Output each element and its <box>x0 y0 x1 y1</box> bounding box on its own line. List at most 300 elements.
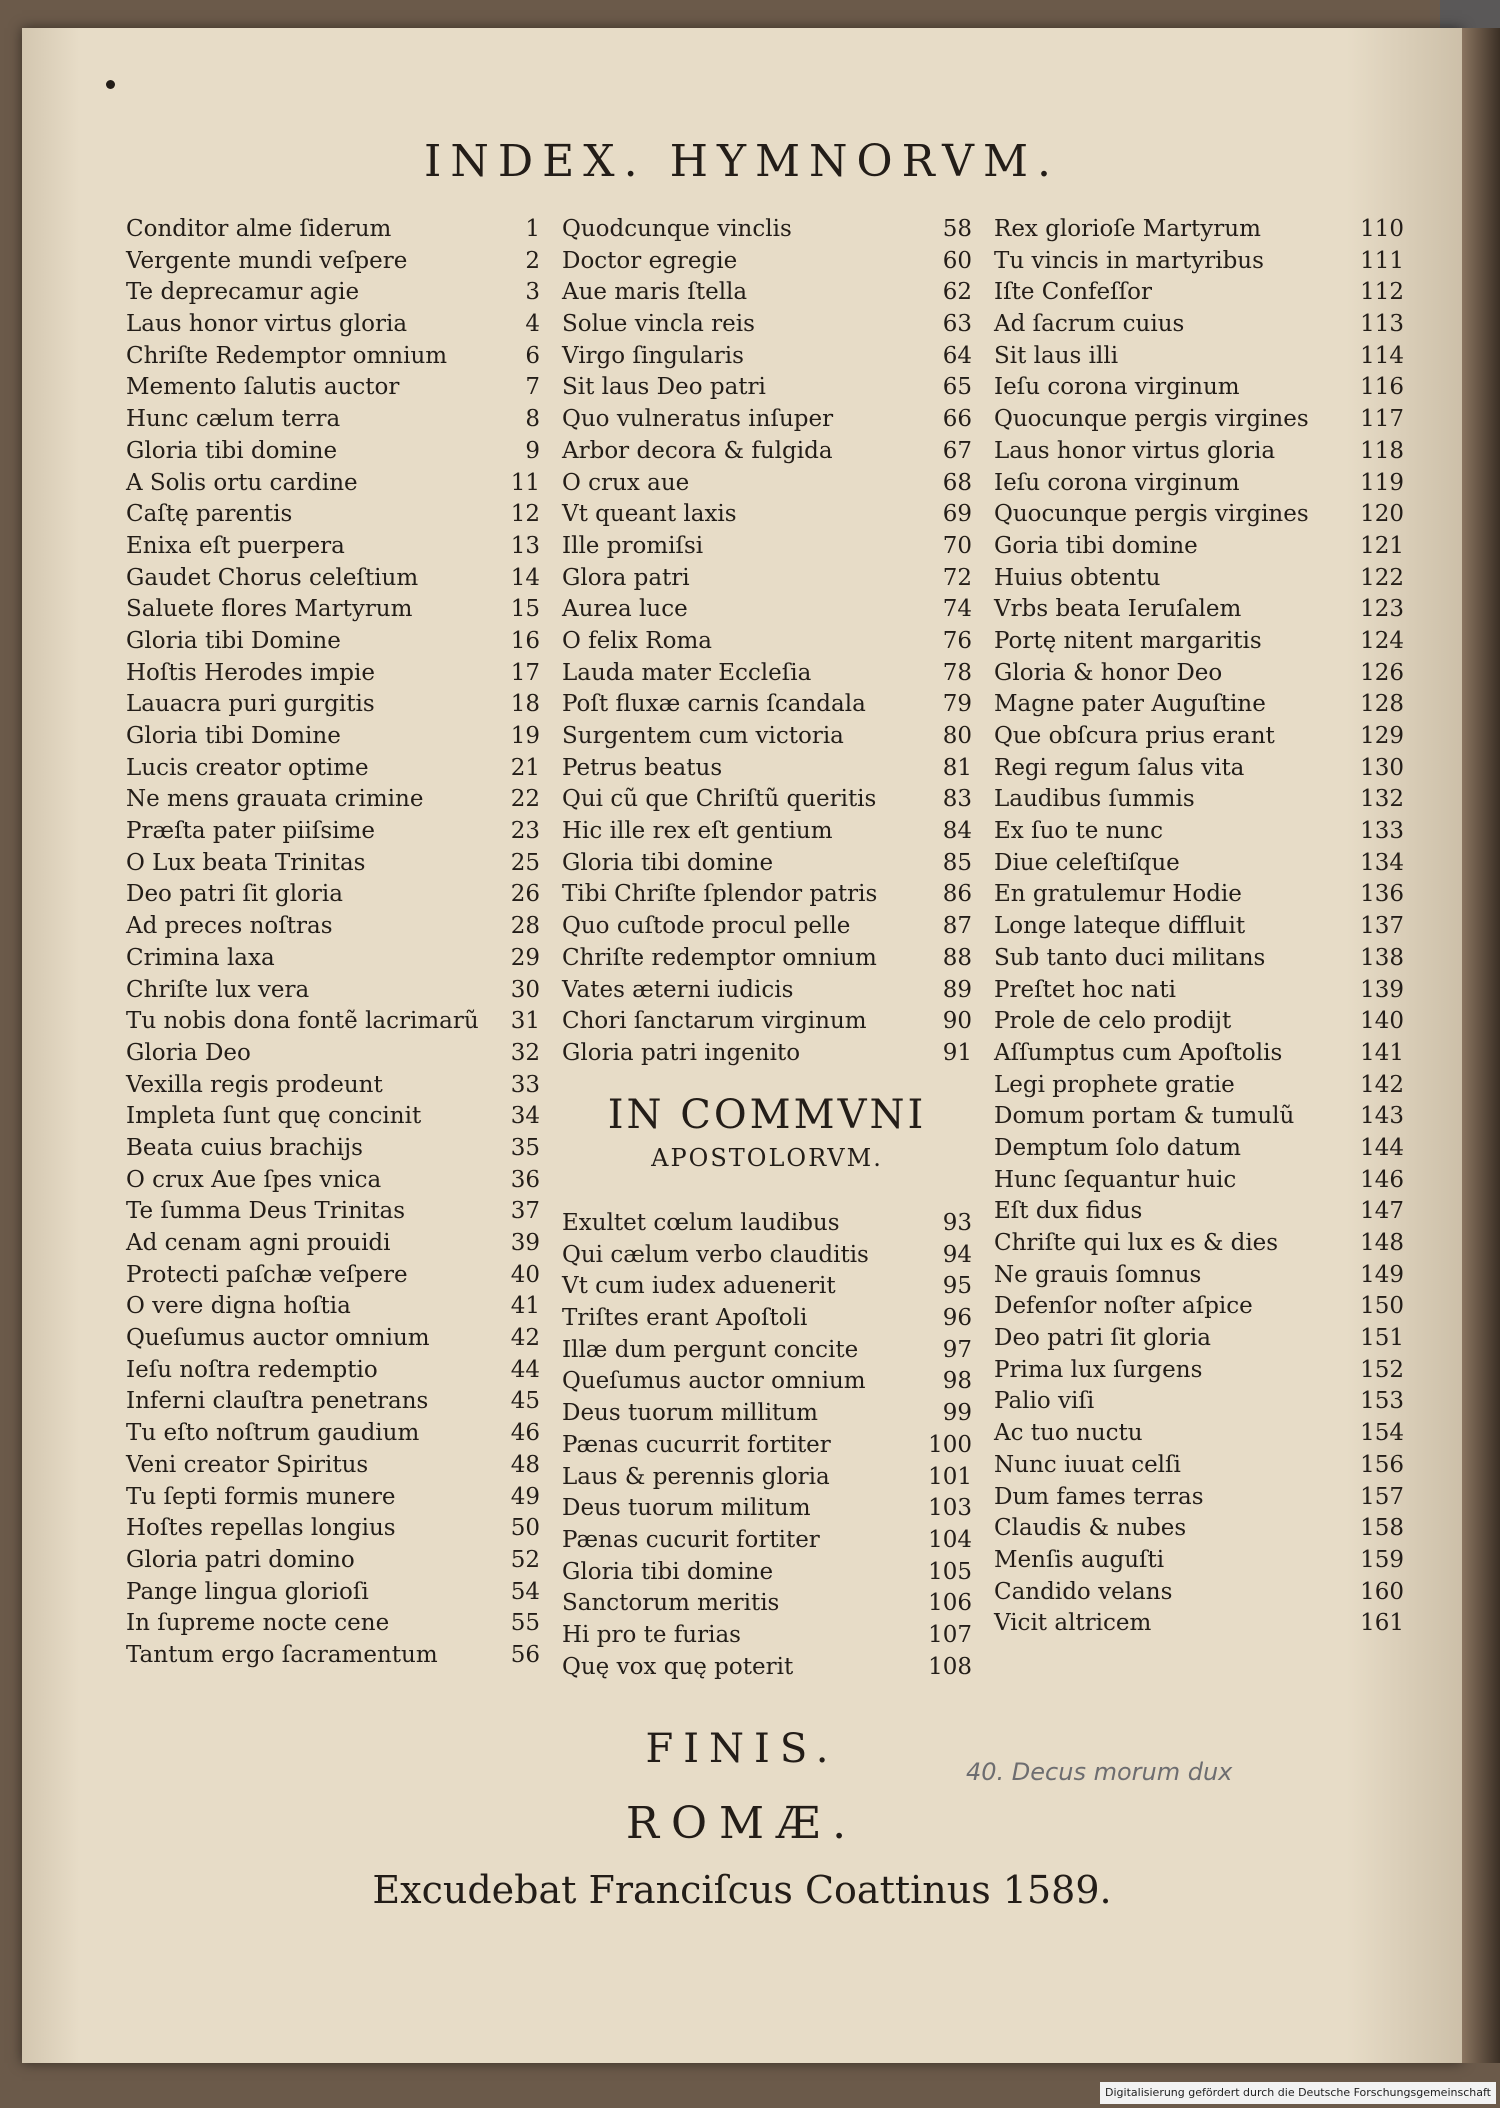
index-entry <box>562 1588 972 1620</box>
index-entry <box>126 1482 540 1514</box>
hymn-title: Domum portam & tumulũ <box>994 1103 1295 1130</box>
hymn-title: Chriſte redemptor omnium <box>562 944 877 971</box>
hymn-title: Regi regum ſalus vita <box>994 754 1245 781</box>
hymn-title: Beata cuius brachijs <box>126 1134 363 1161</box>
index-entry <box>562 468 972 500</box>
index-entry <box>126 1577 540 1609</box>
hymn-title: Longe lateque diffluit <box>994 913 1246 940</box>
hymn-title: Hunc ſequantur huic <box>994 1166 1237 1193</box>
hymn-title: Deus tuorum millitum <box>562 1400 818 1427</box>
page-number: 96 <box>942 1305 972 1332</box>
index-entry <box>994 658 1404 690</box>
index-entry <box>994 1101 1404 1133</box>
hymn-title: Virgo ſingularis <box>562 342 744 369</box>
hymn-title: Queſumus auctor omnium <box>126 1325 430 1352</box>
index-entry <box>126 436 540 468</box>
page-number: 55 <box>510 1610 540 1637</box>
index-entry <box>126 879 540 911</box>
page-number: 22 <box>510 786 540 813</box>
hymn-title: Quocunque pergis virgines <box>994 406 1309 433</box>
index-entry <box>994 1386 1404 1418</box>
page-number: 104 <box>928 1526 972 1553</box>
index-entry <box>562 911 972 943</box>
index-entry <box>994 468 1404 500</box>
index-entry <box>994 1228 1404 1260</box>
page-number: 13 <box>510 532 540 559</box>
hymn-title: Vicit altricem <box>994 1610 1152 1637</box>
hymn-title: Hi pro te furias <box>562 1621 741 1648</box>
page-number: 152 <box>1360 1356 1404 1383</box>
hymn-title: Magne pater Auguſtine <box>994 691 1266 718</box>
index-entry <box>126 499 540 531</box>
hymn-title: Chriſte lux vera <box>126 976 310 1003</box>
hymn-title: Pænas cucurrit fortiter <box>562 1431 831 1458</box>
page-number: 160 <box>1360 1578 1404 1605</box>
book-gutter <box>1462 28 1500 2063</box>
hymn-title: Laus & perennis gloria <box>562 1463 830 1490</box>
hymn-title: Exultet cœlum laudibus <box>562 1210 840 1236</box>
index-entry <box>126 1038 540 1070</box>
page-number: 36 <box>510 1166 540 1193</box>
page-number: 69 <box>942 501 972 528</box>
index-entry <box>994 1006 1404 1038</box>
index-entry <box>994 816 1404 848</box>
page-number: 159 <box>1360 1546 1404 1573</box>
hymn-title: Vrbs beata Ieruſalem <box>994 596 1242 623</box>
page-number: 111 <box>1360 247 1404 274</box>
hymn-title: Impleta ſunt quę concinit <box>126 1103 422 1130</box>
index-entry <box>126 975 540 1007</box>
page-number: 28 <box>510 913 540 940</box>
hymn-title: Triſtes erant Apoſtoli <box>562 1305 808 1332</box>
hymn-title: Caſtę parentis <box>126 501 293 528</box>
index-entry <box>562 1462 972 1494</box>
page-number: 32 <box>510 1039 540 1066</box>
page-number: 98 <box>942 1368 972 1395</box>
page-number: 133 <box>1360 818 1404 845</box>
hymn-title: Gloria tibi Domine <box>126 723 341 749</box>
page-number: 108 <box>928 1653 972 1680</box>
hymn-title: Gaudet Chorus celeſtium <box>126 564 419 591</box>
index-entry <box>994 1260 1404 1292</box>
index-entry <box>994 848 1404 880</box>
index-entry <box>126 1006 540 1038</box>
hymn-title: Laus honor virtus gloria <box>994 437 1276 464</box>
index-entry <box>994 563 1404 595</box>
index-entry <box>562 499 972 531</box>
page-number: 142 <box>1360 1071 1404 1098</box>
index-entry <box>562 1208 972 1240</box>
page-number: 153 <box>1360 1388 1404 1415</box>
page-number: 72 <box>942 564 972 591</box>
index-entry <box>126 816 540 848</box>
page-number: 23 <box>510 818 540 845</box>
page-number: 113 <box>1360 311 1404 338</box>
hymn-title: Petrus beatus <box>562 754 723 781</box>
page-number: 66 <box>942 406 972 433</box>
page-number: 30 <box>510 976 540 1003</box>
page-number: 1 <box>525 216 540 242</box>
ink-dot <box>106 80 115 89</box>
page-number: 85 <box>942 849 972 876</box>
page-number: 137 <box>1360 913 1404 940</box>
hymn-title: A Solis ortu cardine <box>126 469 358 496</box>
hymn-title: Te deprecamur agie <box>126 279 360 306</box>
page-number: 138 <box>1360 944 1404 971</box>
page-number: 8 <box>525 406 540 433</box>
hymn-title: Gloria tibi domine <box>126 437 338 464</box>
handwritten-note: 40. Decus morum dux <box>966 1758 1233 1786</box>
hymn-title: Preſtet hoc nati <box>994 976 1176 1003</box>
hymn-title: Ad cenam agni prouidi <box>126 1230 391 1256</box>
page-number: 116 <box>1360 374 1404 401</box>
index-entry <box>562 277 972 309</box>
page-number: 58 <box>942 216 972 242</box>
index-entry <box>562 436 972 468</box>
index-entry <box>562 531 972 563</box>
hymn-title: Ieſu noſtra redemptio <box>126 1356 378 1383</box>
page-number: 144 <box>1360 1134 1404 1161</box>
index-entry <box>562 1430 972 1462</box>
page-number: 161 <box>1360 1610 1404 1637</box>
index-entry <box>126 594 540 626</box>
hymn-title: Hic ille rex eſt gentium <box>562 818 833 845</box>
index-entry <box>126 1450 540 1482</box>
page-number: 148 <box>1360 1230 1404 1256</box>
index-entry <box>126 1355 540 1387</box>
hymn-title: Sit laus Deo patri <box>562 374 766 401</box>
index-entry <box>126 246 540 278</box>
page-number: 64 <box>942 342 972 369</box>
index-entry <box>126 1418 540 1450</box>
hymn-title: Ille promiſsi <box>562 532 704 559</box>
index-entry <box>994 341 1404 373</box>
index-entry <box>994 1323 1404 1355</box>
index-entry <box>562 689 972 721</box>
hymn-title: Demptum ſolo datum <box>994 1134 1241 1161</box>
index-entry <box>994 1070 1404 1102</box>
page-number: 74 <box>942 596 972 623</box>
hymn-title: Inferni clauſtra penetrans <box>126 1388 429 1415</box>
page-number: 91 <box>942 1039 972 1066</box>
hymn-title: Memento ſalutis auctor <box>126 374 400 401</box>
page-number: 40 <box>510 1261 540 1288</box>
hymn-title: Sub tanto duci militans <box>994 944 1266 971</box>
page-number: 37 <box>510 1198 540 1225</box>
hymn-title: Ad ſacrum cuius <box>994 311 1185 338</box>
page-number: 49 <box>510 1483 540 1510</box>
hymn-title: Ad preces noſtras <box>126 913 333 940</box>
page-number: 126 <box>1360 659 1404 686</box>
page-number: 15 <box>510 596 540 623</box>
hymn-title: Diue celeſtiſque <box>994 849 1180 876</box>
page-number: 29 <box>510 944 540 971</box>
index-entry <box>994 214 1404 246</box>
page-number: 17 <box>510 659 540 686</box>
index-entry <box>562 943 972 975</box>
page-number: 141 <box>1360 1039 1404 1066</box>
hymn-title: Vergente mundi veſpere <box>126 247 408 274</box>
index-entry <box>562 309 972 341</box>
page-number: 6 <box>525 342 540 369</box>
index-entry <box>994 1482 1404 1514</box>
page-title: INDEX. HYMNORVM. <box>424 136 1060 187</box>
imprint-line: Excudebat Franciſcus Coattinus 1589. <box>372 1868 1112 1912</box>
index-entry <box>126 1608 540 1640</box>
hymn-title: Defenſor noſter aſpice <box>994 1293 1253 1320</box>
hymn-title: Chori ſanctarum virginum <box>562 1008 867 1035</box>
page-number: 117 <box>1360 406 1404 433</box>
hymn-title: Illæ dum pergunt concite <box>562 1336 859 1363</box>
page-number: 19 <box>510 723 540 749</box>
index-entry <box>562 246 972 278</box>
section-subtitle: APOSTOLORVM. <box>651 1144 883 1172</box>
hymn-title: Arbor decora & fulgida <box>562 437 833 464</box>
hymn-title: Palio viſi <box>994 1388 1095 1415</box>
index-entry <box>562 658 972 690</box>
hymn-title: Candido velans <box>994 1578 1173 1605</box>
page-number: 80 <box>942 723 972 749</box>
page-number: 4 <box>525 311 540 338</box>
index-entry <box>562 563 972 595</box>
page-number: 156 <box>1360 1451 1404 1478</box>
page-number: 90 <box>942 1008 972 1035</box>
index-column-2 <box>562 214 972 1070</box>
page-number: 114 <box>1360 342 1404 369</box>
index-entry <box>994 1196 1404 1228</box>
index-entry <box>126 943 540 975</box>
page-number: 16 <box>510 627 540 654</box>
index-entry <box>994 436 1404 468</box>
hymn-title: Goria tibi domine <box>994 532 1198 559</box>
index-entry <box>126 1260 540 1292</box>
index-entry <box>994 594 1404 626</box>
hymn-title: Chriſte Redemptor omnium <box>126 342 448 369</box>
page-number: 65 <box>942 374 972 401</box>
hymn-title: Veni creator Spiritus <box>126 1451 369 1478</box>
index-entry <box>562 1398 972 1430</box>
hymn-title: Glora patri <box>562 564 690 591</box>
hymn-title: Ex ſuo te nunc <box>994 818 1164 845</box>
hymn-title: Legi prophete gratie <box>994 1071 1235 1098</box>
hymn-title: Chriſte qui lux es & dies <box>994 1230 1279 1256</box>
index-entry <box>562 404 972 436</box>
hymn-title: Poſt fluxæ carnis ſcandala <box>562 691 866 718</box>
index-entry <box>126 1101 540 1133</box>
index-entry <box>994 626 1404 658</box>
section-title: IN COMMVNI <box>607 1092 927 1138</box>
index-entry <box>994 1133 1404 1165</box>
hymn-title: Pange lingua glorioſi <box>126 1578 369 1605</box>
index-entry <box>994 1608 1404 1640</box>
page-number: 39 <box>510 1230 540 1256</box>
index-entry <box>126 341 540 373</box>
hymn-title: Crimina laxa <box>126 944 275 971</box>
hymn-title: Tu vincis in martyribus <box>994 247 1264 274</box>
index-entry <box>126 1228 540 1260</box>
hymn-title: Gloria tibi domine <box>562 1558 774 1585</box>
hymn-title: Vt queant laxis <box>562 501 737 528</box>
hymn-title: Tu nobis dona fontẽ lacrimarũ <box>126 1008 479 1035</box>
index-entry <box>562 594 972 626</box>
hymn-title: O vere digna hoſtia <box>126 1293 351 1320</box>
page-number: 67 <box>942 437 972 464</box>
page-number: 150 <box>1360 1293 1404 1320</box>
index-entry <box>562 879 972 911</box>
page-number: 31 <box>510 1008 540 1035</box>
hymn-title: En gratulemur Hodie <box>994 881 1242 908</box>
index-entry <box>994 1545 1404 1577</box>
hymn-title: Que obſcura prius erant <box>994 723 1275 749</box>
index-entry <box>562 1006 972 1038</box>
hymn-title: Lauacra puri gurgitis <box>126 691 375 718</box>
city-line: ROMÆ. <box>625 1798 859 1849</box>
hymn-title: Aurea luce <box>562 596 688 623</box>
page-number: 84 <box>942 818 972 845</box>
page-number: 146 <box>1360 1166 1404 1193</box>
index-entry <box>994 499 1404 531</box>
page-number: 52 <box>510 1546 540 1573</box>
hymn-title: Ieſu corona virginum <box>994 469 1240 496</box>
index-entry <box>126 531 540 563</box>
page-number: 86 <box>942 881 972 908</box>
page-number: 62 <box>942 279 972 306</box>
index-entry <box>562 341 972 373</box>
hymn-title: Ne grauis ſomnus <box>994 1261 1202 1288</box>
page-number: 139 <box>1360 976 1404 1003</box>
index-entry <box>126 721 540 753</box>
hymn-title: Menſis auguſti <box>994 1546 1165 1573</box>
page-number: 54 <box>510 1578 540 1605</box>
page-number: 112 <box>1360 279 1404 306</box>
page-number: 140 <box>1360 1008 1404 1035</box>
hymn-title: Quę vox quę poterit <box>562 1653 794 1680</box>
page-number: 101 <box>928 1463 972 1490</box>
index-entry <box>994 1165 1404 1197</box>
index-entry <box>126 1196 540 1228</box>
index-entry <box>994 1038 1404 1070</box>
hymn-title: Deo patri ſit gloria <box>994 1325 1211 1352</box>
page-number: 3 <box>525 279 540 306</box>
index-entry <box>126 309 540 341</box>
index-entry <box>562 1493 972 1525</box>
page-number: 100 <box>928 1431 972 1458</box>
page-number: 151 <box>1360 1325 1404 1352</box>
index-entry <box>562 848 972 880</box>
index-entry <box>126 848 540 880</box>
index-entry <box>994 246 1404 278</box>
page-number: 119 <box>1360 469 1404 496</box>
page-number: 63 <box>942 311 972 338</box>
index-entry <box>994 1450 1404 1482</box>
page-number: 123 <box>1360 596 1404 623</box>
page-number: 97 <box>942 1336 972 1363</box>
hymn-title: Deus tuorum militum <box>562 1495 811 1522</box>
hymn-title: Tantum ergo ſacramentum <box>126 1641 438 1668</box>
hymn-title: Huius obtentu <box>994 564 1161 591</box>
index-entry <box>994 911 1404 943</box>
hymn-title: Solue vincla reis <box>562 311 755 338</box>
hymn-title: Vt cum iudex aduenerit <box>562 1273 836 1300</box>
hymn-title: Quocunque pergis virgines <box>994 501 1309 528</box>
page-number: 79 <box>942 691 972 718</box>
page-number: 157 <box>1360 1483 1404 1510</box>
hymn-title: Quo vulneratus inſuper <box>562 406 834 433</box>
hymn-title: Nunc iuuat celſi <box>994 1451 1181 1478</box>
index-entry <box>126 1070 540 1102</box>
page-number: 18 <box>510 691 540 718</box>
page-number: 33 <box>510 1071 540 1098</box>
hymn-title: Pænas cucurit fortiter <box>562 1526 820 1553</box>
page-number: 88 <box>942 944 972 971</box>
page-number: 87 <box>942 913 972 940</box>
hymn-title: Gloria patri ingenito <box>562 1039 801 1066</box>
hymn-title: Dum fames terras <box>994 1483 1204 1510</box>
hymn-title: Conditor alme ſiderum <box>126 216 392 242</box>
page-number: 143 <box>1360 1103 1404 1130</box>
page-number: 2 <box>525 247 540 274</box>
hymn-title: Ieſu corona virginum <box>994 374 1240 401</box>
hymn-title: Laus honor virtus gloria <box>126 311 408 338</box>
page-number: 118 <box>1360 437 1404 464</box>
index-entry <box>126 404 540 436</box>
hymn-title: O felix Roma <box>562 627 712 654</box>
index-entry <box>994 531 1404 563</box>
index-entry <box>994 372 1404 404</box>
page-number: 12 <box>510 501 540 528</box>
page-number: 68 <box>942 469 972 496</box>
index-entry <box>994 404 1404 436</box>
index-entry <box>126 911 540 943</box>
page-number: 46 <box>510 1420 540 1447</box>
hymn-title: Lauda mater Eccleſia <box>562 659 812 686</box>
page-number: 11 <box>510 469 540 496</box>
page-number: 14 <box>510 564 540 591</box>
hymn-title: Gloria Deo <box>126 1039 251 1066</box>
hymn-title: Queſumus auctor omnium <box>562 1368 866 1395</box>
page-number: 121 <box>1360 532 1404 559</box>
index-entry <box>562 1335 972 1367</box>
index-entry <box>562 1557 972 1589</box>
hymn-title: Ne mens grauata crimine <box>126 786 424 813</box>
hymn-title: Quodcunque vinclis <box>562 216 792 242</box>
index-entry <box>994 721 1404 753</box>
hymn-title: Aſſumptus cum Apoſtolis <box>994 1039 1283 1066</box>
index-entry <box>126 1386 540 1418</box>
index-entry <box>994 277 1404 309</box>
page-number: 70 <box>942 532 972 559</box>
index-entry <box>994 309 1404 341</box>
hymn-title: Tu ſepti formis munere <box>126 1483 396 1510</box>
index-entry <box>994 943 1404 975</box>
hymn-title: Hunc cælum terra <box>126 406 341 433</box>
hymn-title: Tibi Chriſte ſplendor patris <box>562 881 878 908</box>
page-number: 158 <box>1360 1515 1404 1542</box>
page-number: 95 <box>942 1273 972 1300</box>
page-number: 44 <box>510 1356 540 1383</box>
index-entry <box>562 816 972 848</box>
hymn-title: Gloria tibi Domine <box>126 627 341 654</box>
index-entry <box>562 784 972 816</box>
page-number: 132 <box>1360 786 1404 813</box>
hymn-title: Enixa eſt puerpera <box>126 532 345 559</box>
page-number: 83 <box>942 786 972 813</box>
page-number: 105 <box>928 1558 972 1585</box>
index-entry <box>562 214 972 246</box>
page-number: 34 <box>510 1103 540 1130</box>
index-entry <box>562 753 972 785</box>
index-entry <box>562 975 972 1007</box>
